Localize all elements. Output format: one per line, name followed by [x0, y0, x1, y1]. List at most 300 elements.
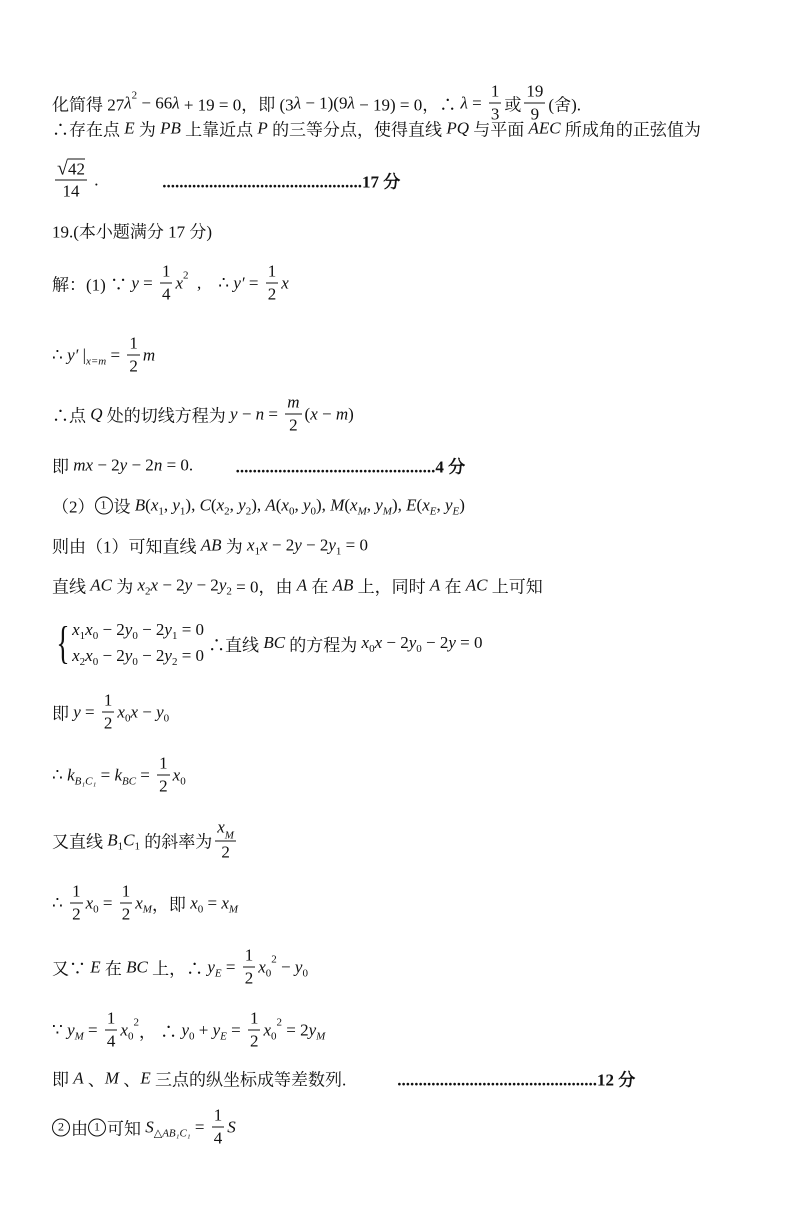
- fraction: [266, 261, 279, 306]
- text-run: =: [226, 1020, 245, 1039]
- math-variable: x: [281, 495, 289, 514]
- fraction: [120, 881, 133, 926]
- math-variable: y′: [67, 345, 79, 364]
- math-variable: S: [227, 1117, 236, 1136]
- math-variable: A: [296, 575, 308, 594]
- denominator: 2: [159, 776, 168, 796]
- text-run: 、: [83, 1070, 105, 1090]
- math-variable: x: [85, 893, 94, 912]
- math-variable: AC: [90, 575, 112, 594]
- math-variable: x: [281, 273, 289, 292]
- text-run: ,: [163, 495, 173, 514]
- text-run: 解：(1) ∵: [52, 275, 132, 295]
- text-run: − 2: [421, 633, 449, 652]
- math-variable: λ: [293, 93, 302, 112]
- math-variable: B: [107, 830, 118, 849]
- text-run: 即: [52, 704, 74, 724]
- subscript: M: [228, 903, 239, 915]
- text-run: ,: [294, 495, 303, 514]
- text-run: − 2: [382, 633, 409, 652]
- subscript: B₁C₁: [74, 775, 97, 787]
- fraction: [248, 1008, 261, 1053]
- superscript: 2: [183, 269, 189, 281]
- text-run: 三点的纵坐标成等差数列.: [150, 1070, 398, 1090]
- subscript: 1: [117, 840, 124, 852]
- text-run: (舍).: [548, 95, 581, 115]
- math-variable: AC: [465, 575, 488, 594]
- text-run: =: [83, 1020, 102, 1039]
- fraction: [160, 261, 173, 306]
- text-run: 又直线: [52, 832, 108, 852]
- math-variable: C: [199, 495, 211, 514]
- text-run: + 19 = 0，即 (3: [179, 95, 294, 115]
- subscript: 1: [158, 505, 164, 517]
- math-variable: k: [67, 765, 75, 784]
- score-marker: ...............................................12 分: [397, 1070, 636, 1090]
- text-run: ∴存在点: [52, 120, 125, 140]
- text-run: 则由（1）可知直线: [52, 537, 201, 557]
- math-variable: x: [72, 620, 80, 639]
- math-variable: x: [216, 495, 225, 514]
- math-variable: y: [181, 1020, 189, 1039]
- math-variable: x: [120, 1020, 128, 1039]
- numerator: 1: [120, 881, 133, 904]
- math-variable: y: [212, 1020, 221, 1039]
- numerator-sqrt: [55, 158, 87, 181]
- text-run: −: [276, 957, 295, 976]
- math-variable: x: [137, 575, 146, 594]
- math-variable: x: [260, 535, 268, 554]
- text-run: ，即: [151, 895, 191, 915]
- math-variable: x: [221, 893, 229, 912]
- score-marker: ...............................................4 分: [235, 457, 466, 477]
- subscript: E: [220, 1030, 227, 1042]
- math-variable: x: [263, 1020, 271, 1039]
- text-line: [52, 493, 465, 518]
- numerator: m: [285, 392, 301, 415]
- math-variable: n: [153, 455, 163, 474]
- text-line: [52, 817, 239, 864]
- text-run: ): [459, 495, 465, 514]
- text-line: [52, 116, 701, 141]
- numerator: 1: [157, 753, 170, 776]
- math-variable: Q: [90, 404, 103, 423]
- math-variable: n: [255, 404, 265, 423]
- text-run: 与平面: [468, 120, 529, 140]
- math-variable: y: [448, 633, 456, 652]
- math-variable: x: [258, 957, 266, 976]
- text-run: = 0: [341, 535, 368, 554]
- text-run: ): [348, 404, 354, 423]
- equation-row: [72, 620, 204, 640]
- text-line: [52, 392, 354, 437]
- text-run: (: [416, 495, 423, 514]
- text-line: [52, 158, 400, 203]
- math-variable: E: [124, 118, 135, 137]
- text-run: 在: [100, 959, 127, 979]
- math-variable: x: [135, 893, 143, 912]
- math-variable: y: [218, 575, 227, 594]
- text-line: [52, 1066, 635, 1091]
- math-variable: λ: [347, 93, 355, 112]
- math-variable: S: [145, 1117, 154, 1136]
- text-run: （2）: [52, 497, 95, 517]
- text-run: − 2: [158, 575, 185, 594]
- text-line: [52, 573, 543, 598]
- math-variable: x: [150, 495, 159, 514]
- subscript: 0: [93, 903, 99, 915]
- math-variable: y: [184, 575, 193, 594]
- subscript: E: [452, 505, 460, 517]
- text-run: 在: [307, 577, 333, 597]
- denominator: 2: [72, 904, 81, 924]
- text-run: (: [145, 495, 151, 514]
- text-run: 直线: [52, 577, 91, 597]
- text-run: =: [138, 273, 157, 292]
- math-variable: y: [164, 620, 172, 639]
- text-run: − 2: [137, 646, 165, 665]
- subscript: 2: [226, 585, 232, 597]
- math-variable: y: [119, 455, 128, 474]
- math-variable: y: [172, 495, 180, 514]
- text-run: ),: [316, 495, 331, 514]
- subscript: 2: [224, 505, 230, 517]
- subscript: 0: [132, 656, 138, 668]
- text-line: [52, 261, 289, 306]
- math-variable: BC: [263, 633, 286, 652]
- denominator: 2: [289, 415, 298, 435]
- text-run: =: [203, 893, 222, 912]
- math-variable: A: [265, 495, 276, 514]
- text-line: [52, 333, 155, 378]
- denominator: 4: [213, 1128, 223, 1148]
- subscript: E: [429, 505, 437, 517]
- fraction: [243, 945, 256, 990]
- denominator: 2: [244, 968, 254, 988]
- subscript: M: [382, 505, 392, 517]
- math-variable: y: [302, 495, 311, 514]
- math-variable: k: [114, 765, 122, 784]
- subscript: 0: [92, 656, 99, 668]
- subscript: 0: [271, 1030, 277, 1042]
- text-run: =: [80, 702, 99, 721]
- text-run: − 2: [137, 620, 165, 639]
- subscript: 0: [124, 712, 131, 724]
- text-run: 的方程为: [285, 635, 362, 655]
- text-run: 的三等分点，使得直线: [267, 120, 447, 140]
- text-line: [52, 218, 212, 243]
- fraction: [215, 817, 236, 864]
- superscript: 2: [271, 953, 277, 965]
- math-variable: E: [406, 495, 417, 514]
- text-run: ∵: [52, 1020, 68, 1039]
- subscript: 0: [369, 643, 375, 655]
- math-variable: x: [310, 404, 318, 423]
- text-run: −: [317, 404, 336, 423]
- numerator: 1: [489, 81, 502, 104]
- numerator: 1: [70, 881, 83, 904]
- subscript: 2: [145, 585, 151, 597]
- text-run: = 0: [177, 646, 205, 665]
- math-variable: x: [117, 702, 125, 721]
- circled-number: 1: [95, 496, 113, 514]
- text-run: (: [344, 495, 351, 514]
- numerator: 1: [212, 1105, 225, 1128]
- text-run: 、: [119, 1070, 141, 1090]
- math-variable: m: [142, 345, 156, 364]
- text-run: 为: [221, 537, 248, 557]
- math-variable: x: [130, 702, 138, 721]
- math-variable: x: [422, 495, 430, 514]
- text-run: ),: [391, 495, 407, 514]
- denominator: 2: [103, 713, 113, 733]
- text-run: ,: [436, 495, 445, 514]
- math-variable: y: [124, 646, 133, 665]
- math-variable: λ: [172, 93, 180, 112]
- subscript: 0: [132, 630, 138, 642]
- subscript: 2: [79, 656, 86, 668]
- numerator: 1: [243, 945, 256, 968]
- math-variable: y: [408, 633, 417, 652]
- math-variable: y: [156, 702, 164, 721]
- fraction: [285, 392, 301, 437]
- text-run: 即: [52, 457, 74, 477]
- denominator: 4: [106, 1031, 116, 1051]
- text-run: ∴直线: [208, 635, 264, 655]
- math-variable: mx: [73, 455, 94, 474]
- equation-system: [52, 617, 205, 668]
- fraction: [212, 1105, 225, 1150]
- math-variable: x: [72, 646, 80, 665]
- denominator: 4: [161, 284, 171, 304]
- text-run: − 19) = 0，∴: [354, 95, 461, 115]
- subscript: M: [224, 829, 234, 842]
- math-variable: x: [361, 633, 370, 652]
- text-run: 化简得 27: [52, 95, 125, 115]
- subscript: M: [74, 1030, 84, 1042]
- denominator: 2: [121, 904, 131, 924]
- subscript: 0: [188, 1030, 195, 1042]
- math-variable: x: [350, 495, 358, 514]
- superscript: 2: [133, 1016, 139, 1028]
- text-run: 上，同时: [353, 577, 430, 597]
- numerator: 19: [524, 81, 545, 104]
- math-variable: y: [328, 535, 336, 554]
- math-variable: y: [294, 535, 302, 554]
- text-run: − 66: [137, 93, 173, 112]
- math-variable: y′: [233, 273, 245, 292]
- denominator: 14: [62, 181, 80, 201]
- math-variable: PB: [160, 118, 181, 137]
- subscript: △AB₁C₁: [153, 1127, 191, 1140]
- text-run: − 2: [98, 646, 125, 665]
- text-line: [52, 881, 238, 926]
- left-brace-icon: {: [56, 617, 70, 668]
- fraction: [127, 333, 140, 378]
- text-run: 设: [113, 497, 135, 517]
- math-variable: y: [207, 957, 215, 976]
- text-run: .: [89, 170, 163, 189]
- numerator: 1: [248, 1008, 261, 1031]
- math-variable: y: [131, 273, 139, 292]
- subscript: 0: [180, 775, 186, 787]
- text-run: 即: [52, 1070, 74, 1090]
- math-variable: y: [124, 620, 133, 639]
- radicand: 42: [67, 159, 85, 179]
- text-run: , ∴: [188, 273, 234, 292]
- denominator: 2: [249, 1031, 259, 1051]
- subscript: 0: [288, 505, 295, 517]
- math-variable: x: [175, 273, 184, 292]
- fraction: [102, 690, 115, 735]
- subscript: 2: [245, 505, 252, 517]
- text-run: 或: [504, 95, 522, 115]
- text-line: [52, 617, 483, 668]
- math-variable: y: [230, 404, 238, 423]
- sqrt-sign-icon: √: [57, 157, 68, 180]
- numerator: $x_M$: [217, 817, 234, 842]
- text-run: 的斜率为: [139, 832, 213, 852]
- math-variable: x: [85, 646, 93, 665]
- text-line: [52, 453, 465, 478]
- fraction: [105, 1008, 118, 1053]
- math-variable: B: [134, 495, 146, 514]
- subscript: 0: [310, 505, 317, 517]
- denominator: 2: [221, 842, 230, 862]
- numerator: 1: [127, 333, 140, 356]
- numerator: 1: [105, 1008, 118, 1031]
- subscript: x=m: [86, 355, 107, 367]
- math-variable: λ: [460, 93, 468, 112]
- math-variable: x: [247, 535, 255, 554]
- denominator: 2: [267, 284, 277, 304]
- text-run: −: [237, 404, 256, 423]
- text-run: 19.(本小题满分 17 分): [52, 222, 213, 242]
- math-variable: y: [375, 495, 383, 514]
- math-variable: AEC: [528, 118, 561, 137]
- subscript: M: [357, 505, 367, 517]
- subscript: 0: [92, 630, 99, 642]
- math-variable: x: [190, 893, 198, 912]
- text-run: 上靠近点: [180, 120, 258, 140]
- math-variable: E: [140, 1068, 151, 1087]
- text-line: [52, 753, 186, 798]
- text-run: |: [78, 345, 86, 364]
- subscript: 0: [163, 712, 170, 724]
- denominator: 3: [490, 104, 500, 124]
- text-run: =: [106, 345, 125, 364]
- math-variable: M: [104, 1068, 120, 1087]
- text-run: = 0.: [162, 455, 236, 474]
- subscript: 0: [197, 903, 204, 915]
- subscript: M: [316, 1030, 326, 1042]
- text-run: 上，∴: [147, 959, 208, 979]
- subscript: 2: [171, 656, 178, 668]
- text-run: ∴: [52, 765, 68, 784]
- subscript: 1: [179, 505, 186, 517]
- text-run: =: [467, 93, 486, 112]
- math-variable: A: [73, 1068, 84, 1087]
- fraction: [70, 881, 83, 926]
- circled-number: 1: [88, 1118, 106, 1136]
- text-run: 处的切线方程为: [102, 406, 231, 426]
- math-variable: AB: [200, 535, 222, 554]
- subscript: 1: [79, 630, 86, 642]
- math-variable: m: [335, 404, 349, 423]
- text-run: (: [304, 404, 311, 423]
- text-run: ∴点: [52, 406, 91, 426]
- numerator: 1: [160, 261, 173, 284]
- math-variable: BC: [126, 957, 148, 976]
- text-run: 由: [71, 1119, 88, 1139]
- text-run: 上可知: [487, 577, 543, 597]
- subscript: 0: [302, 967, 308, 979]
- math-variable: A: [429, 575, 441, 594]
- subscript: E: [214, 967, 222, 979]
- text-run: =: [136, 765, 155, 784]
- math-variable: y: [308, 1020, 317, 1039]
- text-run: = 0: [455, 633, 483, 652]
- denominator: 9: [530, 104, 540, 124]
- text-run: − 2: [192, 575, 219, 594]
- subscript: 1: [335, 545, 342, 557]
- superscript: 2: [276, 1016, 282, 1028]
- math-variable: P: [257, 118, 268, 137]
- fraction: [157, 753, 170, 798]
- math-variable: y: [444, 495, 453, 514]
- text-line: [52, 690, 169, 735]
- text-run: ∴: [52, 893, 68, 912]
- math-variable: y: [238, 495, 246, 514]
- denominator: 2: [129, 356, 138, 376]
- text-run: ),: [185, 495, 200, 514]
- text-run: −: [137, 702, 157, 721]
- text-run: =: [221, 957, 240, 976]
- math-variable: E: [90, 957, 101, 976]
- math-variable: x: [85, 620, 93, 639]
- text-run: 在: [440, 577, 466, 597]
- subscript: M: [142, 903, 152, 915]
- text-run: ),: [251, 495, 266, 514]
- math-variable: x: [374, 633, 383, 652]
- text-run: =: [98, 893, 117, 912]
- numerator: 1: [266, 261, 279, 284]
- score-marker: ...............................................17 分: [162, 172, 401, 192]
- circled-number: 2: [52, 1118, 70, 1136]
- text-run: − 2: [267, 535, 295, 554]
- math-variable: y: [164, 646, 172, 665]
- text-line: [52, 1105, 236, 1150]
- text-run: = 2: [282, 1020, 309, 1039]
- text-line: [52, 945, 308, 990]
- text-run: ,: [229, 495, 239, 514]
- text-run: = 0: [177, 620, 205, 639]
- math-variable: y: [294, 957, 303, 976]
- text-run: − 1)(9: [301, 93, 348, 112]
- math-variable: x: [172, 765, 181, 784]
- text-run: = 0，由: [231, 577, 297, 597]
- superscript: 2: [131, 89, 138, 101]
- math-variable: y: [67, 1020, 75, 1039]
- text-run: − 2: [301, 535, 329, 554]
- text-run: =: [264, 404, 283, 423]
- text-run: 又∵: [52, 959, 91, 979]
- subscript: 0: [265, 967, 272, 979]
- math-variable: y: [73, 702, 81, 721]
- text-run: +: [194, 1020, 213, 1039]
- math-variable: x: [150, 575, 159, 594]
- text-run: ,: [366, 495, 376, 514]
